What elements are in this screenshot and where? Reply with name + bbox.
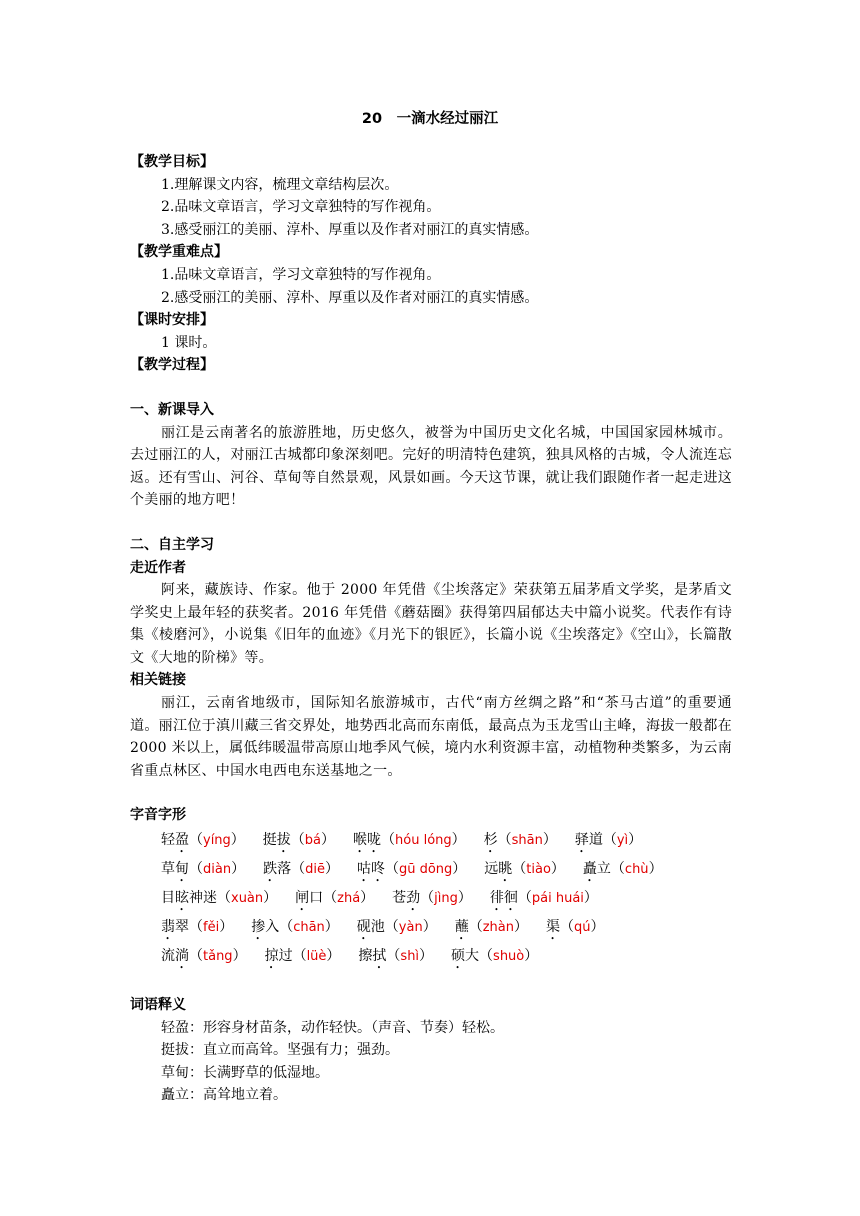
pronunciation-row (130, 856, 732, 885)
pronunciation-word: 硕大（shuò） (451, 948, 539, 965)
pronunciation-word: 远眺（tiào） (484, 861, 565, 878)
author-heading: 走近作者 (130, 559, 186, 576)
process-heading: 【教学过程】 (130, 357, 214, 374)
pronunciation-word: 矗立（chù） (582, 861, 663, 878)
pronunciation-word: 挺拔（bá） (262, 832, 336, 849)
pronunciation-word: 咕咚（gū dōng） (356, 861, 467, 878)
pronunciation-word: 驿道（yì） (574, 832, 643, 849)
goals-heading: 【教学目标】 (130, 154, 214, 170)
pinyin: diàn (203, 862, 232, 878)
word-target-char: 掺 (251, 919, 266, 936)
pronunciation-row (130, 914, 732, 943)
word-target-char: 跌 (263, 861, 278, 878)
pronunciation-word: 闸口（zhá） (295, 890, 375, 907)
pinyin: shān (511, 833, 543, 849)
pronunciation-word: 杉（shān） (483, 832, 557, 849)
pinyin: diē (305, 862, 325, 878)
pronunciation-heading: 字音字形 (130, 807, 186, 824)
word-target-char: 眩 (175, 890, 189, 907)
word-target-char: 眺 (498, 861, 513, 878)
pinyin: tǎng (203, 949, 233, 965)
word-char: 池 (370, 919, 385, 936)
word-target-char: 翡 (161, 919, 175, 936)
pronunciation-word: 喉咙（hóu lóng） (353, 832, 466, 849)
pinyin: jìng (434, 891, 458, 907)
word-target-char: 掠 (264, 948, 279, 965)
word-char: 落 (277, 861, 292, 878)
vocabulary-item: 矗立：高耸地立着。 (161, 1087, 287, 1104)
pronunciation-word: 掠过（lüè） (264, 948, 341, 965)
pinyin: hóu lóng (395, 833, 452, 849)
pinyin: lüè (306, 949, 327, 965)
word-char: 立 (596, 861, 611, 878)
link-heading: 相关链接 (130, 672, 186, 689)
word-target-char: 砚 (356, 919, 371, 936)
pinyin: tiào (526, 862, 551, 878)
word-target-char: 硕 (451, 948, 466, 965)
key-point-item: 1.品味文章语言，学习文章独特的写作视角。 (161, 266, 441, 283)
author-paragraph: 阿来，藏族诗、作家。他于 2000 年凭借《尘埃落定》荣获第五届茅盾文学奖，是茅盾文学奖史上最年轻的获奖者。2016 年凭借《蘑菇圈》获得第四届郁达夫中篇小说奖。代表作有诗集《棱磨河》，小说集《旧年的血迹》《月光下的银匠》，长篇小说《尘埃落定》《空山》，长篇散文《大地的阶梯》等。 (130, 582, 732, 666)
pinyin: shuò (493, 949, 525, 965)
pinyin: yàn (398, 920, 423, 936)
word-target-char: 淌 (175, 948, 189, 965)
goal-item: 3.感受丽江的美丽、淳朴、厚重以及作者对丽江的真实情感。 (161, 221, 539, 238)
pinyin: chù (624, 862, 649, 878)
vocabulary-heading: 词语释义 (130, 997, 186, 1014)
pinyin: zhàn (482, 920, 514, 936)
schedule-heading: 【课时安排】 (130, 312, 214, 329)
document-body (130, 151, 732, 1107)
pronunciation-word: 擦拭（shì） (358, 948, 434, 965)
word-char: 神迷 (189, 890, 217, 907)
section1-paragraph: 丽江是云南著名的旅游胜地，历史悠久，被誉为中国历史文化名城，中国国家园林城市。去过丽江的人，对丽江古城都印象深刻吧。完好的明清特色建筑，独具风格的古城，令人流连忘返。还有雪山、河谷、草甸等自然景观，风景如画。今天这节课，就让我们跟随作者一起走进这个美丽的地方吧！ (130, 424, 732, 509)
pinyin: gū dōng (398, 862, 453, 878)
pronunciation-list (130, 827, 732, 972)
pinyin: shì (400, 949, 420, 965)
word-target-char: 拭 (372, 948, 387, 965)
pinyin: yíng (203, 833, 231, 849)
pronunciation-row (130, 943, 732, 972)
pronunciation-word: 目眩神迷（xuàn） (161, 890, 278, 907)
pronunciation-row (130, 885, 732, 914)
word-target-char: 蘸 (454, 919, 469, 936)
vocabulary-item: 轻盈：形容身材苗条，动作轻快。（声音、节奏）轻松。 (161, 1019, 504, 1036)
word-target-char: 渠 (545, 919, 560, 936)
word-char: 擦 (358, 948, 373, 965)
pinyin: qú (573, 920, 591, 936)
word-char: 目 (161, 890, 175, 907)
pinyin: pái huái (531, 891, 584, 907)
pinyin: zhá (337, 891, 361, 907)
word-target-char: 驿 (574, 832, 589, 849)
word-char: 大 (465, 948, 480, 965)
pronunciation-word: 苍劲（jìng） (392, 890, 472, 907)
word-target-char: 拔 (276, 832, 291, 849)
word-target-char: 喉咙 (353, 832, 382, 849)
pronunciation-word: 徘徊（pái huái） (489, 890, 598, 907)
word-char: 流 (161, 948, 175, 965)
word-char: 口 (309, 890, 324, 907)
word-target-char: 矗 (582, 861, 597, 878)
pinyin: xuàn (231, 891, 264, 907)
word-target-char: 咕咚 (356, 861, 385, 878)
pronunciation-word: 蘸（zhàn） (454, 919, 528, 936)
pinyin: fěi (203, 920, 220, 936)
page-title: 20 一滴水经过丽江 (361, 111, 499, 127)
word-char: 远 (484, 861, 499, 878)
goal-item: 1.理解课文内容，梳理文章结构层次。 (161, 176, 399, 193)
vocabulary-item: 挺拔：直立而高耸。坚强有力；强劲。 (161, 1042, 399, 1059)
pronunciation-word: 草甸（diàn） (161, 861, 246, 878)
key-point-item: 2.感受丽江的美丽、淳朴、厚重以及作者对丽江的真实情感。 (161, 289, 539, 306)
word-char: 翠 (175, 919, 189, 936)
schedule-text: 1 课时。 (161, 334, 217, 351)
word-target-char: 甸 (175, 861, 189, 878)
word-target-char: 杉 (483, 832, 498, 849)
word-char: 轻 (161, 832, 175, 849)
word-target-char: 徘徊 (489, 890, 518, 907)
word-char: 草 (161, 861, 175, 878)
section1-heading: 一、新课导入 (130, 401, 214, 418)
pronunciation-word: 渠（qú） (545, 919, 605, 936)
key-points-heading: 【教学重难点】 (130, 244, 228, 261)
pronunciation-word: 流淌（tǎng） (161, 948, 247, 965)
link-paragraph: 丽江，云南省地级市，国际知名旅游城市，古代“南方丝绸之路”和“茶马古道”的重要通道。丽江位于滇川藏三省交界处，地势西北高而东南低，最高点为玉龙雪山主峰，海拔一般都在 2000 米以上，属低纬暖温带高原山地季风气候，境内水利资源丰富，动植物种类繁多，为云南省重点林区、中国水电西电东送基地之一。 (130, 695, 732, 779)
word-target-char: 盈 (175, 832, 189, 849)
pronunciation-word: 轻盈（yíng） (161, 832, 245, 849)
pinyin: yì (616, 833, 629, 849)
word-char: 挺 (262, 832, 277, 849)
word-target-char: 闸 (295, 890, 310, 907)
word-char: 道 (588, 832, 603, 849)
section2-heading: 二、自主学习 (130, 536, 214, 553)
pronunciation-row (130, 827, 732, 856)
pronunciation-word: 掺入（chān） (251, 919, 339, 936)
vocabulary-item: 草甸：长满野草的低湿地。 (161, 1064, 329, 1081)
pinyin: bá (304, 833, 322, 849)
word-target-char: 劲 (406, 890, 421, 907)
word-char: 入 (265, 919, 280, 936)
goal-item: 2.品味文章语言，学习文章独特的写作视角。 (161, 199, 441, 216)
pronunciation-word: 砚池（yàn） (356, 919, 437, 936)
word-char: 过 (278, 948, 293, 965)
pronunciation-word: 翡翠（fěi） (161, 919, 234, 936)
word-char: 苍 (392, 890, 407, 907)
pronunciation-word: 跌落（diē） (263, 861, 339, 878)
pinyin: chān (293, 920, 325, 936)
